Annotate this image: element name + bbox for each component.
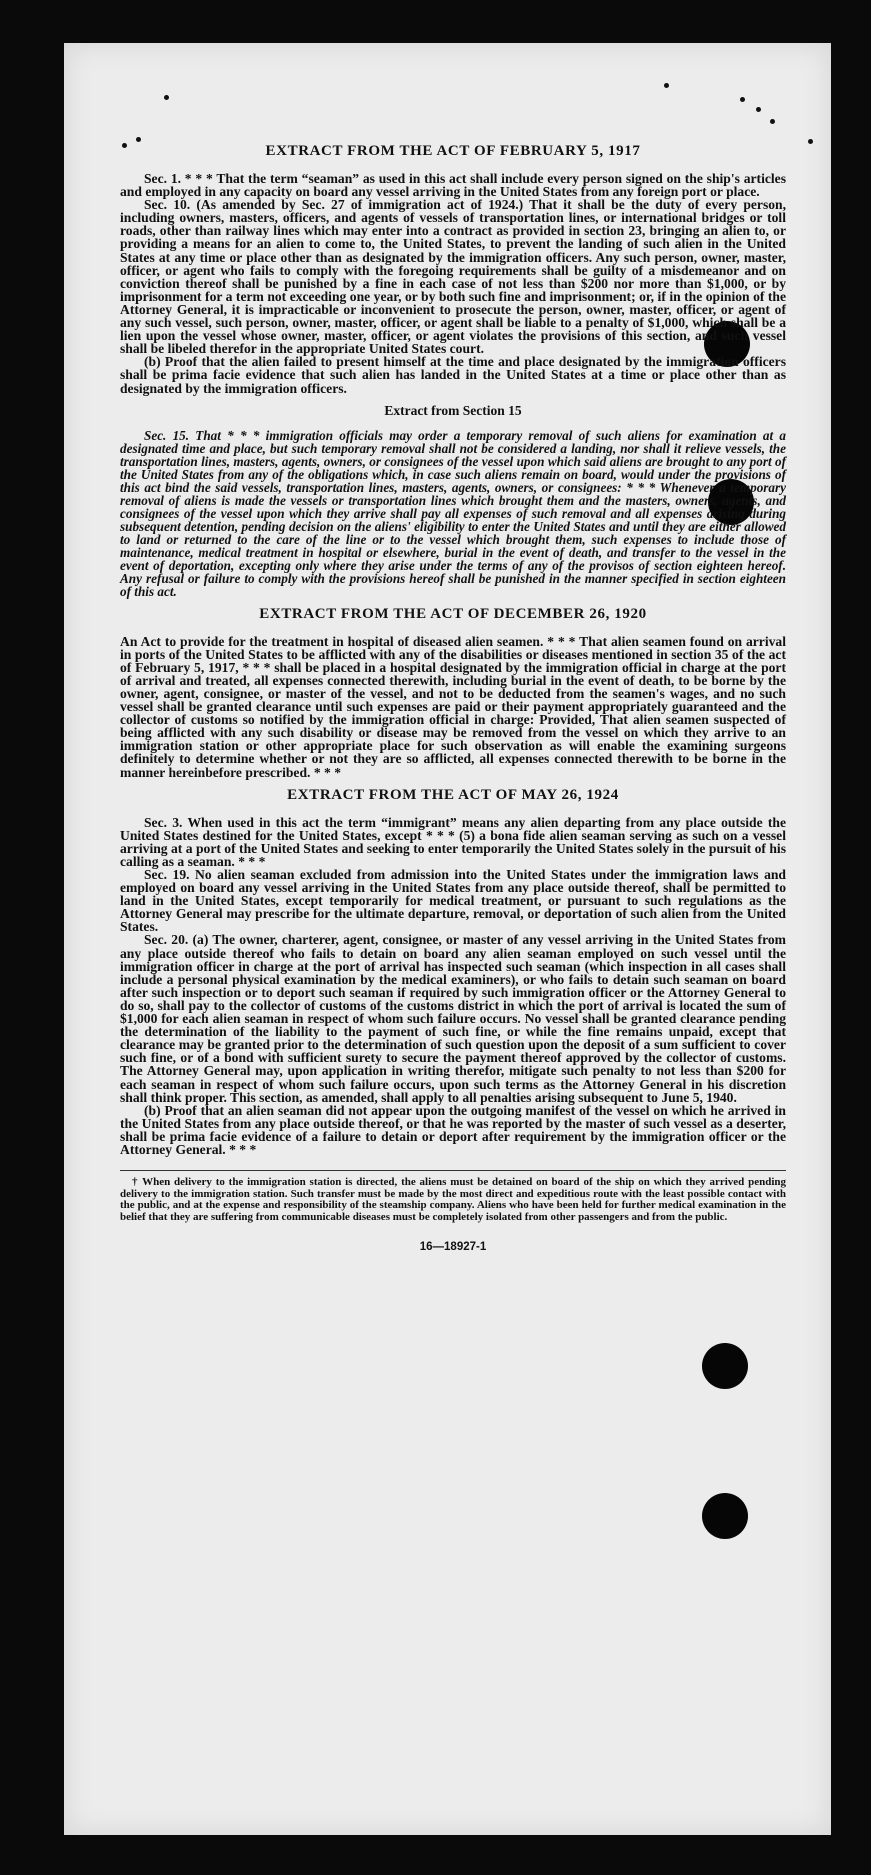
speck (770, 119, 775, 124)
document-text (120, 143, 786, 1253)
paragraph-1917-sec1: Sec. 1. * * * That the term “seaman” as used in this act shall include every person signed on the ship's articles and employed in any capacity on board any vessel arriving in the United States from any foreign port or place. (120, 171, 786, 200)
punch-hole (702, 1493, 748, 1539)
form-number: 16—18927-1 (419, 1241, 487, 1254)
heading-section-15: Extract from Section 15 (384, 402, 522, 418)
speck (740, 97, 745, 102)
paragraph-sec15: Sec. 15. That * * * immigration officials may order a temporary removal of such aliens for examination at a designated time and place, but such temporary removal shall not be considered a landing, nor shall it relieve vessels, the transportation lines, masters, agents, owners, or consignees of the vessel upon which said aliens are brought to any port of the United States from any of the obligations which, in case such aliens remain on board, would under the provisions of this act bind the said vessels, transportation lines, masters, agents, owners, or consignees: * * * Whenever a temporary removal of aliens is made the vessels or transportation lines which brought them and the masters, owners, agents, and consignees of the vessel upon which they arrive shall pay all expenses of such removal and all expenses arising during subsequent detention, pending decision on the aliens' eligibility to enter the United States and until they are either allowed to land or returned to the care of the line or to the vessel which brought them, such expenses to include those of maintenance, medical treatment in hospital or elsewhere, burial in the event of death, and transfer to the vessel in the event of deportation, excepting only where they arise under the terms of any of the provisos of section eighteen hereof. Any refusal or failure to comply with the provisions hereof shall be punished in the manner specified in section eighteen of this act. (120, 427, 786, 599)
speck (808, 139, 813, 144)
paragraph-1917-sec10b: (b) Proof that the alien failed to present himself at the time and place designated by the immigration officers shall be prima facie evidence that such alien has landed in the United States at a time or place other than as designated by the immigration officers. (120, 354, 786, 396)
speck (756, 107, 761, 112)
speck (664, 83, 669, 88)
heading-act-1924: EXTRACT FROM THE ACT OF MAY 26, 1924 (287, 786, 619, 803)
heading-act-1920: EXTRACT FROM THE ACT OF DECEMBER 26, 1920 (259, 605, 647, 622)
speck (164, 95, 169, 100)
footnote-rule (120, 1170, 786, 1171)
paragraph-1924-sec19: Sec. 19. No alien seaman excluded from admission into the United States under the immigration laws and employed on board any vessel arriving in the United States from any place outside thereof, shall be permitted to land in the United States, except temporarily for medical treatment, or pursuant to such regulations as the Attorney General may prescribe for the ultimate departure, removal, or deportation of such alien from the United States. (120, 867, 786, 935)
punch-hole (702, 1343, 748, 1389)
speck (136, 137, 141, 142)
footnote: † When delivery to the immigration station is directed, the aliens must be detained on board of the ship on which they arrived pending delivery to the immigration station. Such transfer must be made by the most direct and expeditious route with the least possible contact with the public, and at the expense and responsibility of the steamship company. Aliens who have been held for further medical examination in the belief that they are suffering from communicable diseases must be completely isolated from other passengers and from the public. (120, 1176, 786, 1223)
paragraph-1924-sec3: Sec. 3. When used in this act the term “immigrant” means any alien departing from any place outside the United States destined for the United States, except * * * (5) a bona fide alien seaman serving as such on a vessel arriving at a port of the United States and seeking to enter temporarily the United States solely in the pursuit of his calling as a seaman. * * * (120, 814, 786, 869)
paragraph-1920: An Act to provide for the treatment in hospital of diseased alien seamen. * * * That alien seamen found on arrival in ports of the United States to be afflicted with any of the disabilities or diseases mentioned in section 35 of the act of February 5, 1917, * * * shall be placed in a hospital designated by the immigration official in charge at the port of arrival and treated, all expenses connected therewith, including burial in the event of death, to be borne by the owner, agent, consignee, or master of the vessel, and not to be deducted from the seamen's wages, and no such vessel shall be granted clearance until such expenses are paid or their payment appropriately guaranteed and the collector of customs so notified by the immigration official in charge: Provided, That alien seamen suspected of being afflicted with any such disability or disease may be removed from the vessel on which they arrive to an immigration station or other appropriate place for such observation as will enable the examining surgeons definitely to determine whether or not they are so afflicted, all expenses connected therewith to be borne in the manner hereinbefore prescribed. * * * (120, 633, 786, 780)
document-page (64, 43, 831, 1835)
paragraph-1924-sec20: Sec. 20. (a) The owner, charterer, agent, consignee, or master of any vessel arriving in the United States from any place outside thereof who fails to detain on board any alien seaman employed on such vessel until the immigration officer in charge at the port of arrival has inspected such seaman (which inspection in all cases shall include a personal physical examination by the medical examiners), or who fails to detain such seaman on board after such inspection or to deport such seaman if required by such immigration officer or the Attorney General to do so, shall pay to the collector of customs of the customs district in which the port of arrival is located the sum of $1,000 for each alien seaman in respect of whom such failure occurs. No vessel shall be granted clearance pending the determination of the liability to the payment of such fine, or while the fine remains unpaid, except that clearance may be granted prior to the determination of such question upon the deposit of a sum sufficient to cover such fine, or of a bond with sufficient surety to secure the payment thereof approved by the collector of customs. The Attorney General may, upon application in writing therefor, mitigate such penalty to not less than $200 for each seaman in respect of whom such failure occurs, upon such terms as the Attorney General in his discretion shall think proper. This section, as amended, shall apply to all penalties arising subsequent to June 5, 1940. (120, 932, 786, 1105)
paragraph-1924-sec20b: (b) Proof that an alien seaman did not appear upon the outgoing manifest of the vessel on which he arrived in the United States from any place outside thereof, or that he was reported by the master of such vessel as a deserter, shall be prima facie evidence of a failure to detain or deport after requirement by the immigration officer or the Attorney General. * * * (120, 1102, 786, 1157)
heading-act-1917: EXTRACT FROM THE ACT OF FEBRUARY 5, 1917 (265, 143, 641, 159)
paragraph-1917-sec10: Sec. 10. (As amended by Sec. 27 of immigration act of 1924.) That it shall be the duty of every person, including owners, masters, officers, and agents of vessels of transportation lines, or international bridges or toll roads, other than railway lines which may enter into a contract as provided in section 23, bringing an alien to, or providing a means for an alien to come to, the United States, to prevent the landing of such alien in the United States at any time or place other than as designated by the immigration officers. Any such person, owner, master, officer, or agent who fails to comply with the foregoing requirements shall be guilty of a misdemeanor and on conviction thereof shall be punished by a fine in each case of not less than $200 nor more than $1,000, or by imprisonment for a term not exceeding one year, or by both such fine and imprisonment; or, if in the opinion of the Attorney General, it is impracticable or inconvenient to prosecute the person, owner, master, officer, or agent of any such vessel, such person, owner, master, officer, or agent shall be liable to a penalty of $1,000, which shall be a lien upon the vessel whose owner, master, officer, or agent violates the provisions of this section, and such vessel shall be libeled therefor in the appropriate United States court. (120, 197, 786, 357)
